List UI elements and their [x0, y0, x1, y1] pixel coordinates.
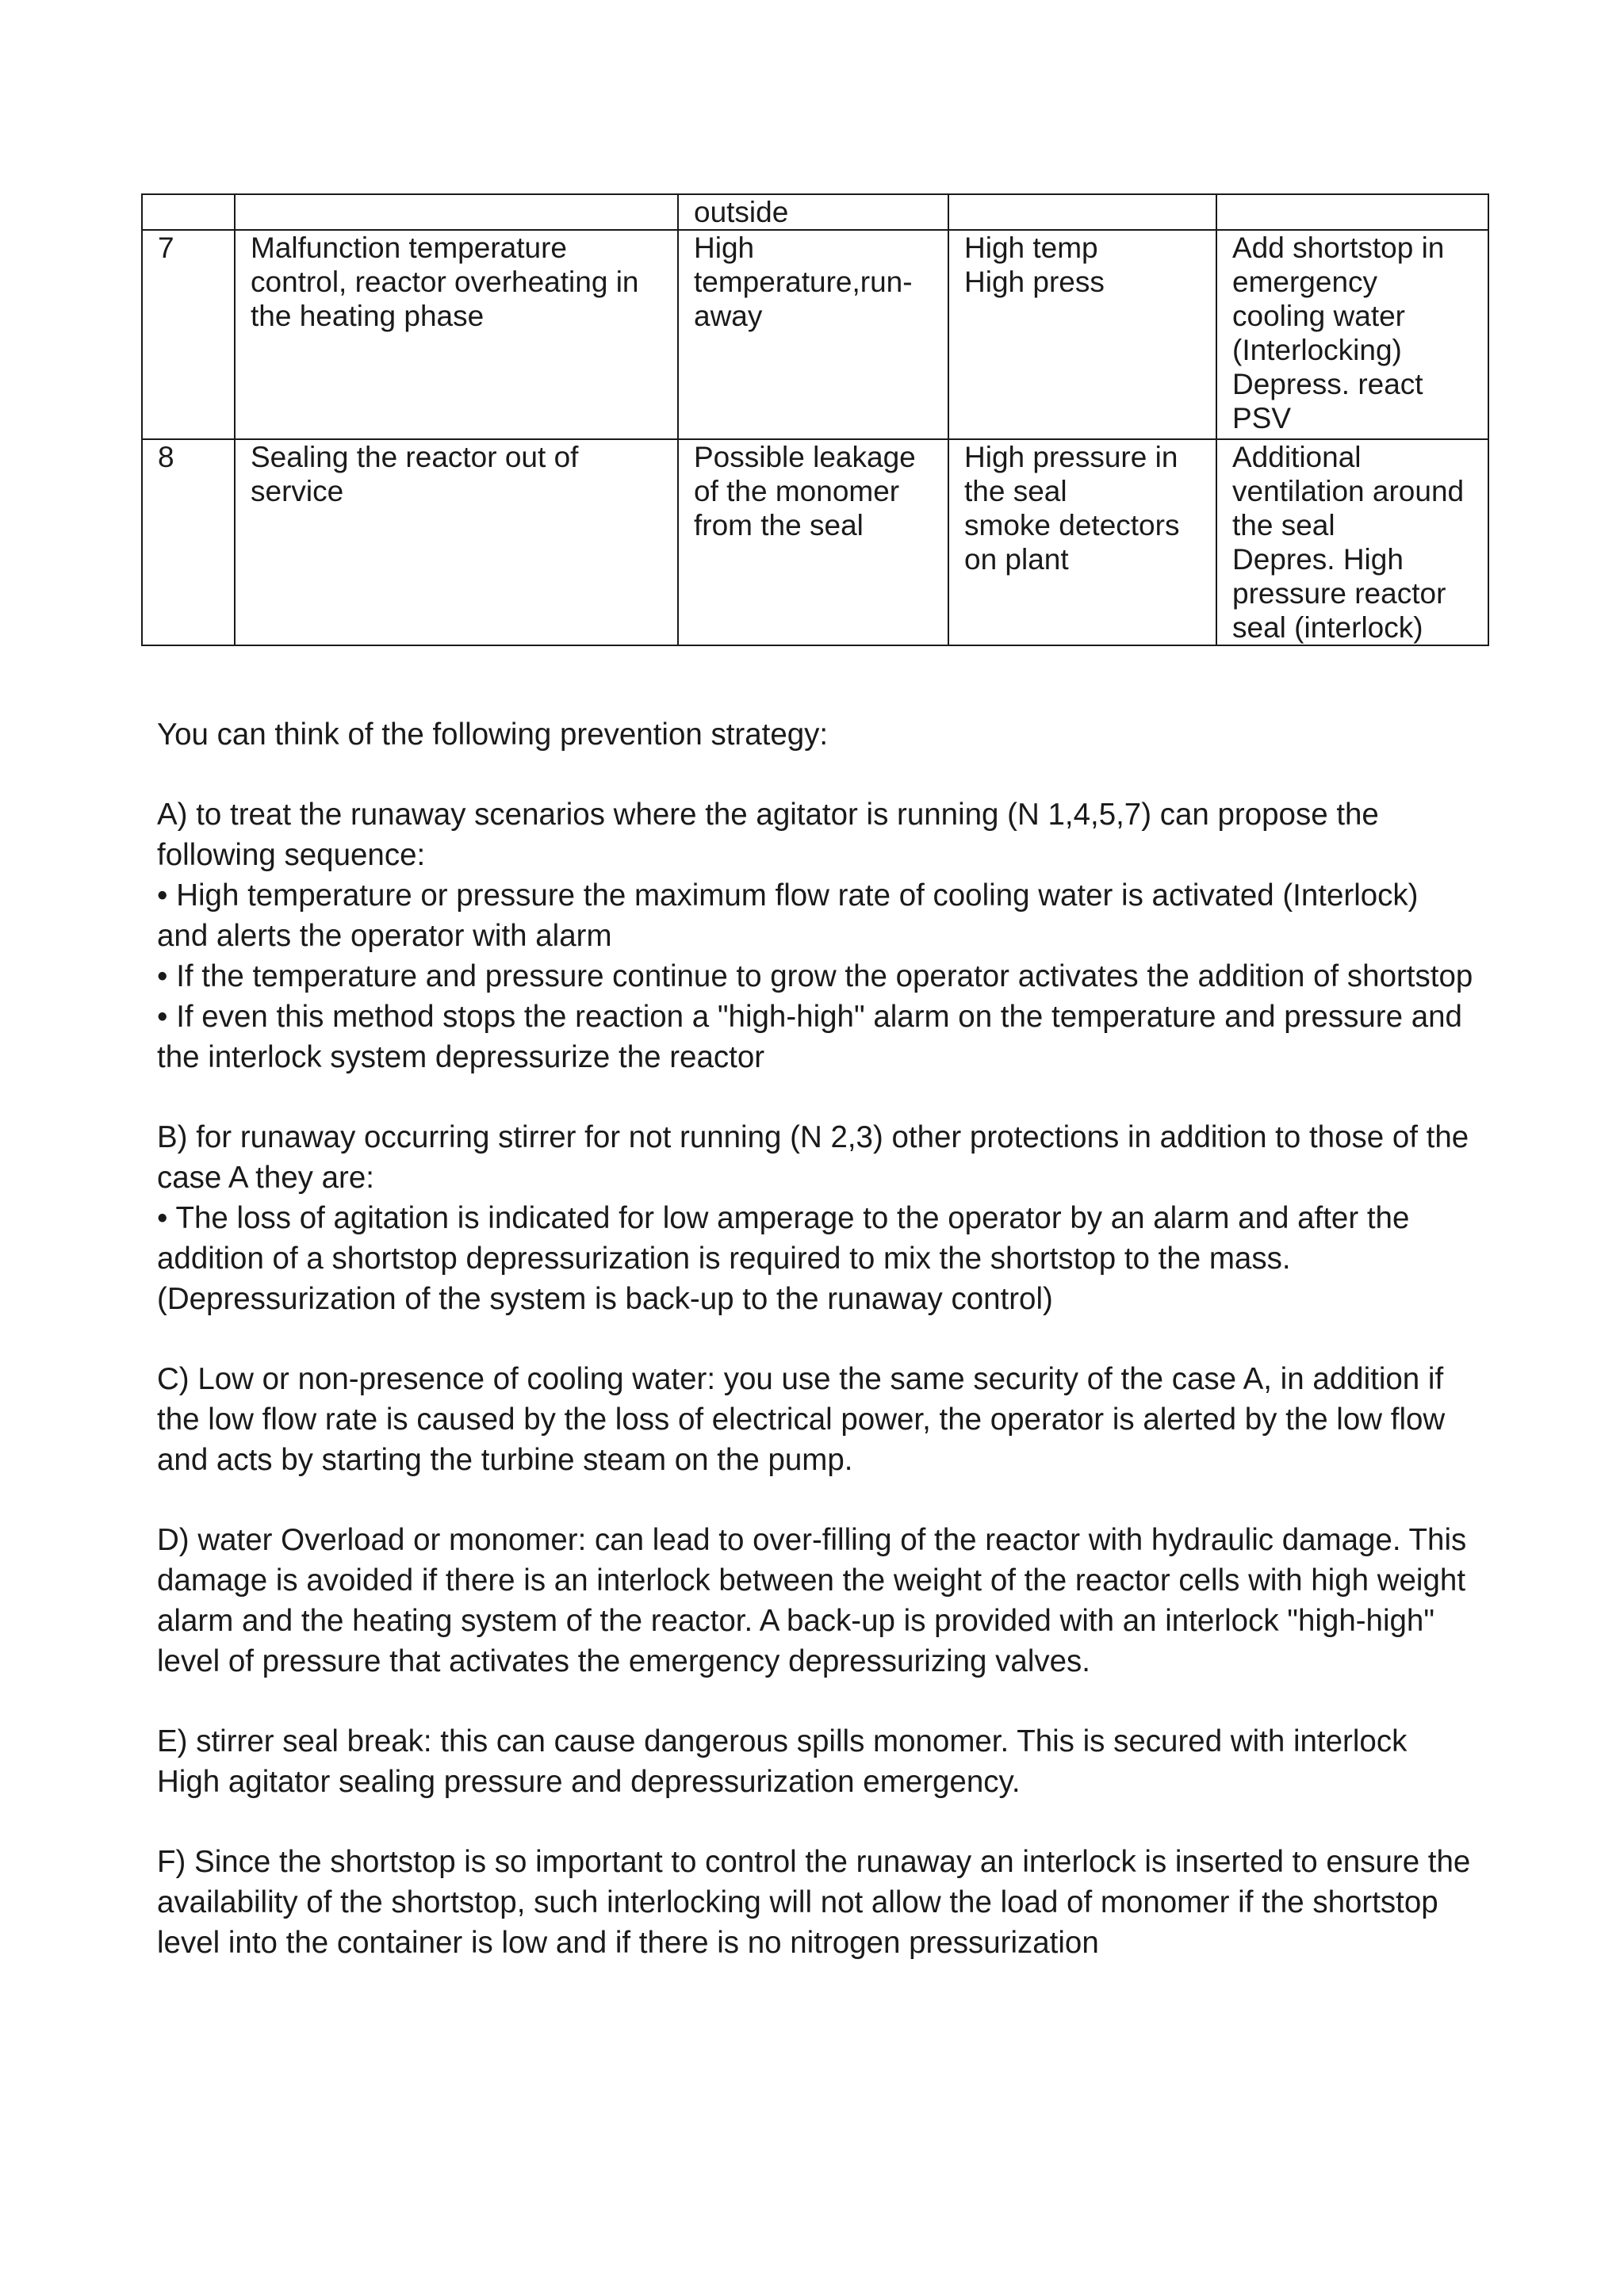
table-cell-number: [142, 194, 235, 230]
bullet-icon: •: [157, 959, 168, 993]
table-cell-action: Additional ventilation around the seal Depres. High pressure reactor seal (interlock): [1216, 439, 1488, 645]
bullet-icon: •: [157, 1000, 168, 1034]
list-item: [157, 956, 1473, 997]
strategy-d-paragraph: D) water Overload or monomer: can lead to over-filling of the reactor with hydraulic damage. This damage is avoided if there is an interlock between the weight of the reactor cells with high weight alarm and the heating system of the reactor. A back-up is provided with an interlock "high-high" level of pressure that activates the emergency depressurizing valves.: [157, 1523, 1467, 1678]
table-row: [142, 439, 1488, 645]
bullet-icon: •: [157, 1201, 168, 1235]
bullet-text: If the temperature and pressure continue to grow the operator activates the addition of shortstop: [176, 959, 1473, 993]
table-cell-detection: High temp High press: [948, 230, 1216, 439]
strategy-c-paragraph: C) Low or non-presence of cooling water: you use the same security of the case A, in addition if the low flow rate is caused by the loss of electrical power, the operator is alerted by the low flow and acts by starting the turbine steam on the pump.: [157, 1362, 1446, 1477]
table-cell-consequence: Possible leakage of the monomer from the seal: [678, 439, 948, 645]
table-cell-detection: High pressure in the seal smoke detectors on plant: [948, 439, 1216, 645]
list-item: [157, 1198, 1473, 1319]
table-cell-action: [1216, 194, 1488, 230]
table-row: [142, 194, 1488, 230]
list-item: [157, 997, 1473, 1077]
bullet-text: If even this method stops the reaction a "high-high" alarm on the temperature and pressure and the interlock system depressurize the reactor: [157, 1000, 1462, 1074]
table-cell-deviation: Malfunction temperature control, reactor overheating in the heating phase: [235, 230, 678, 439]
strategy-f-paragraph: F) Since the shortstop is so important to control the runaway an interlock is inserted to ensure the availability of the shortstop, such interlocking will not allow the load of monomer if the shortstop level into the container is low and if there is no nitrogen pressurization: [157, 1845, 1471, 1960]
table-cell-consequence: High temperature,run-away: [678, 230, 948, 439]
table-cell-deviation: [235, 194, 678, 230]
strategy-b-paragraph: B) for runaway occurring stirrer for not running (N 2,3) other protections in addition to those of the case A they are:: [157, 1120, 1469, 1195]
strategy-a-bullets: [157, 875, 1473, 1077]
list-item: [157, 875, 1473, 956]
table-cell-deviation: Sealing the reactor out of service: [235, 439, 678, 645]
body-text: [157, 714, 1473, 2003]
strategy-a-paragraph: A) to treat the runaway scenarios where the agitator is running (N 1,4,5,7) can propose the following sequence:: [157, 798, 1379, 872]
table-cell-number: 7: [142, 230, 235, 439]
strategy-e-paragraph: E) stirrer seal break: this can cause dangerous spills monomer. This is secured with interlock High agitator sealing pressure and depressurization emergency.: [157, 1724, 1408, 1799]
intro-paragraph: You can think of the following prevention strategy:: [157, 718, 829, 752]
bullet-icon: •: [157, 878, 168, 913]
table-cell-number: 8: [142, 439, 235, 645]
strategy-b-bullets: [157, 1198, 1473, 1319]
table-row: [142, 230, 1488, 439]
bullet-text: High temperature or pressure the maximum flow rate of cooling water is activated (Interlock) and alerts the operator with alarm: [157, 878, 1419, 953]
bullet-text: The loss of agitation is indicated for low amperage to the operator by an alarm and after the addition of a shortstop depressurization is required to mix the shortstop to the mass. (Depressurization of the system is back-up to the runaway control): [157, 1201, 1410, 1316]
table-cell-detection: [948, 194, 1216, 230]
table-cell-action: Add shortstop in emergency cooling water (Interlocking) Depress. react PSV: [1216, 230, 1488, 439]
hazard-table: [141, 193, 1489, 646]
table-cell-consequence: outside: [678, 194, 948, 230]
